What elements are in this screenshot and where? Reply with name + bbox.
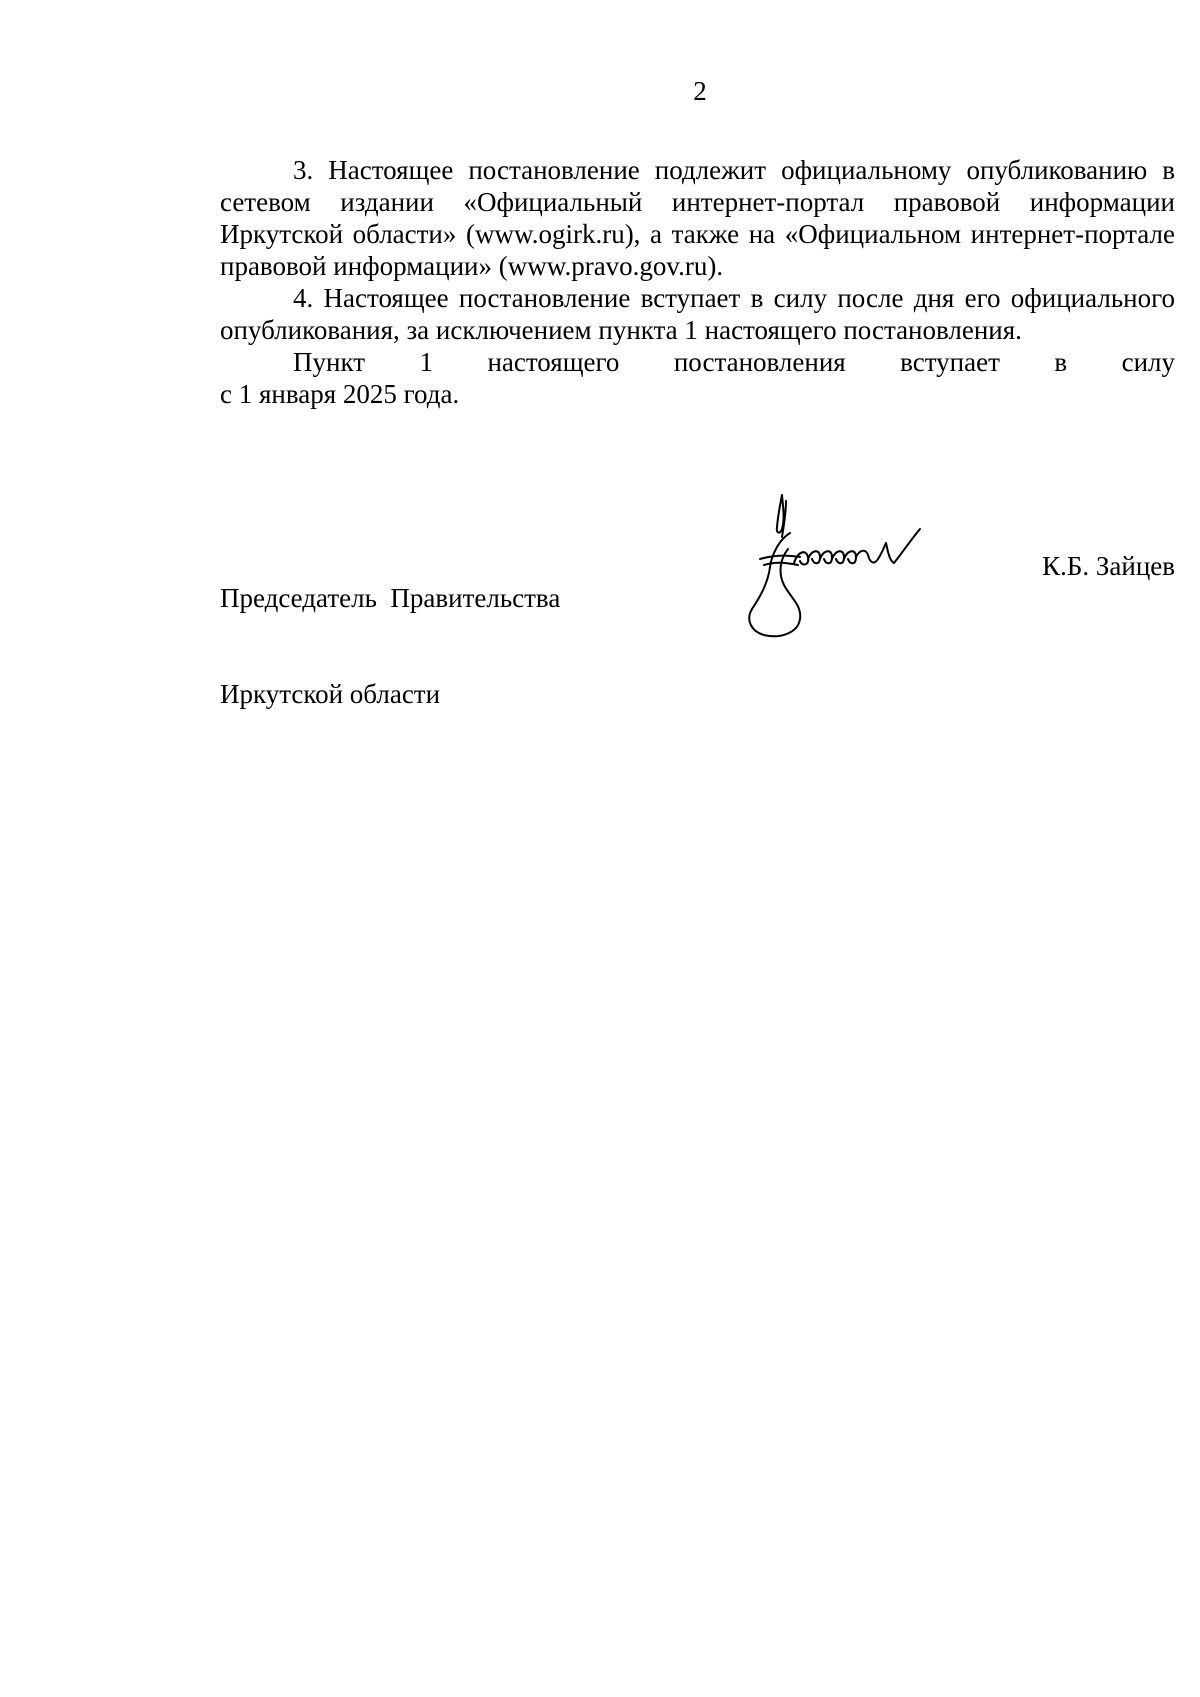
paragraph-5-line-2: с 1 января 2025 года. — [220, 379, 460, 409]
signatory-title — [220, 518, 560, 774]
handwritten-signature — [720, 493, 970, 643]
page-number: 2 — [693, 76, 707, 106]
paragraph-4: 4. Настоящее постановление вступает в силу после дня его официального опубликования, за исключением пункта 1 настоящего постановления. — [220, 283, 1175, 345]
signatory-title-line-1: Председатель Правительства — [220, 583, 561, 613]
document-body — [220, 154, 1175, 410]
signature-block — [220, 518, 1175, 709]
paragraph-5-line-1: Пункт 1 настоящего постановления вступает в силу — [293, 347, 1175, 377]
signatory-name: К.Б. Зайцев — [1042, 551, 1175, 581]
signatory-title-line-2: Иркутской области — [220, 679, 441, 709]
paragraph-3: 3. Настоящее постановление подлежит официальному опубликованию в сетевом издании «Официальный интернет-портал правовой информации Иркутской области» (www.ogirk.ru), а также на «Официальном интернет-портале правовой информации» (www.pravo.gov.ru). — [220, 155, 1175, 281]
